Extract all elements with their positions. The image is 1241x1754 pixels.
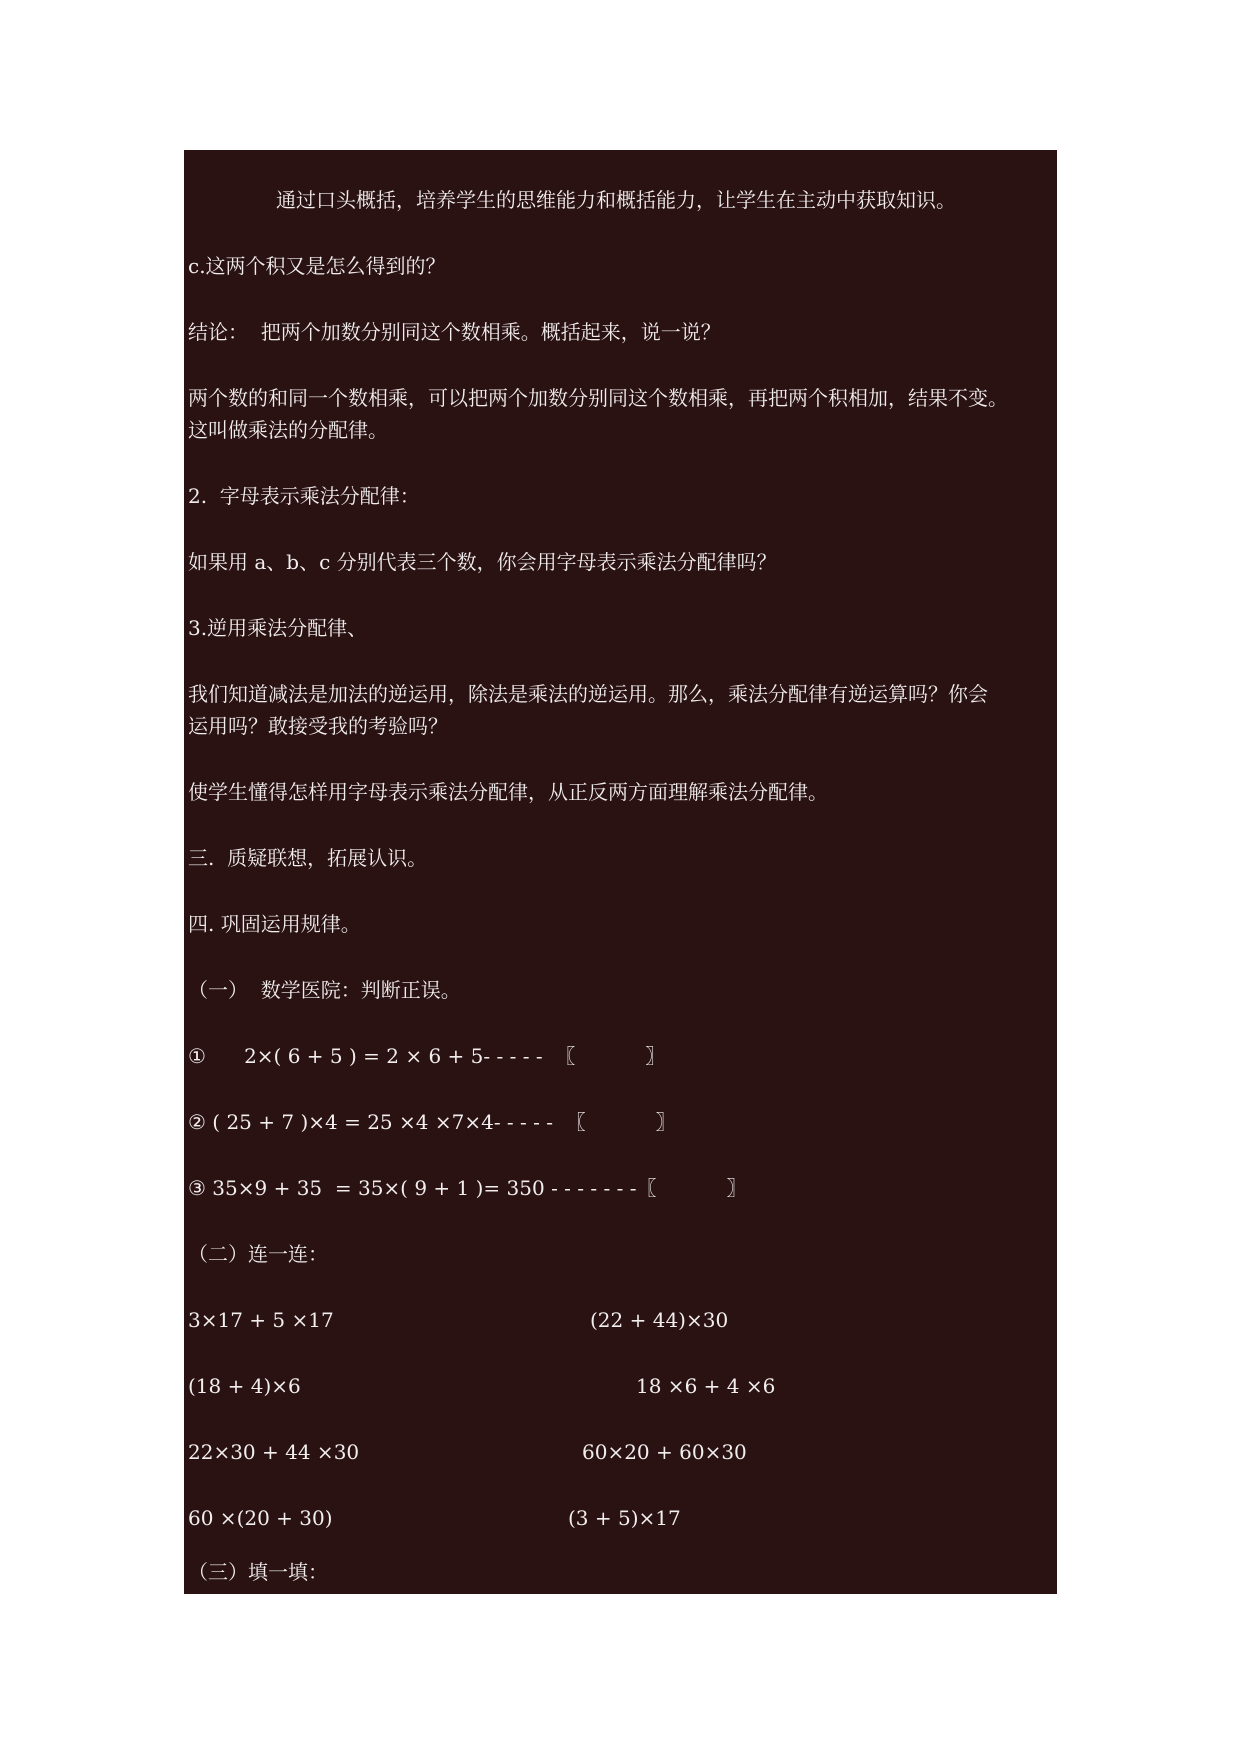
section-three-heading: 三. 质疑联想，拓展认识。 xyxy=(188,846,428,870)
goal-paragraph: 使学生懂得怎样用字母表示乘法分配律，从正反两方面理解乘法分配律。 xyxy=(188,780,828,804)
question-c: c.这两个积又是怎么得到的？ xyxy=(188,254,446,278)
document-panel xyxy=(184,150,1057,1594)
match-left-3: 22×30 + 44 ×30 xyxy=(188,1440,360,1464)
letter-question: 如果用 a、b、c 分别代表三个数，你会用字母表示乘法分配律吗？ xyxy=(188,550,777,574)
rule-statement-line1: 两个数的和同一个数相乘，可以把两个加数分别同这个数相乘，再把两个积相加，结果不变。 xyxy=(188,386,1008,410)
section-2-heading: 2. 字母表示乘法分配律： xyxy=(188,484,420,508)
match-right-2: 18 ×6 + 4 ×6 xyxy=(636,1374,776,1398)
judge-item-1: ① 2×( 6 + 5 ) = 2 × 6 + 5- - - - - 〖 〗 xyxy=(188,1044,666,1068)
match-right-4: (3 + 5)×17 xyxy=(568,1506,681,1530)
match-left-4: 60 ×(20 + 30) xyxy=(188,1506,333,1530)
inverse-paragraph-line2: 运用吗？敢接受我的考验吗？ xyxy=(188,714,448,738)
exercise-1-heading: （一） 数学医院：判断正误。 xyxy=(188,978,461,1002)
note-paragraph: 通过口头概括，培养学生的思维能力和概括能力，让学生在主动中获取知识。 xyxy=(276,188,956,212)
match-right-3: 60×20 + 60×30 xyxy=(582,1440,747,1464)
section-four-heading: 四. 巩固运用规律。 xyxy=(188,912,361,936)
judge-item-2: ② ( 25 + 7 )×4 = 25 ×4 ×7×4- - - - - 〖 〗 xyxy=(188,1110,676,1134)
match-right-1: (22 + 44)×30 xyxy=(590,1308,729,1332)
rule-statement-line2: 这叫做乘法的分配律。 xyxy=(188,418,388,442)
judge-item-3: ③ 35×9 + 35 = 35×( 9 + 1 )= 350 - - - - - - -〖 〗 xyxy=(188,1176,747,1200)
section-3-heading: 3.逆用乘法分配律、 xyxy=(188,616,368,640)
exercise-2-heading: （二）连一连： xyxy=(188,1242,328,1266)
conclusion: 结论： 把两个加数分别同这个数相乘。概括起来，说一说？ xyxy=(188,320,721,344)
match-left-1: 3×17 + 5 ×17 xyxy=(188,1308,334,1332)
match-left-2: (18 + 4)×6 xyxy=(188,1374,301,1398)
inverse-paragraph-line1: 我们知道减法是加法的逆运用，除法是乘法的逆运用。那么，乘法分配律有逆运算吗？你会 xyxy=(188,682,988,706)
exercise-3-heading: （三）填一填： xyxy=(188,1560,328,1584)
